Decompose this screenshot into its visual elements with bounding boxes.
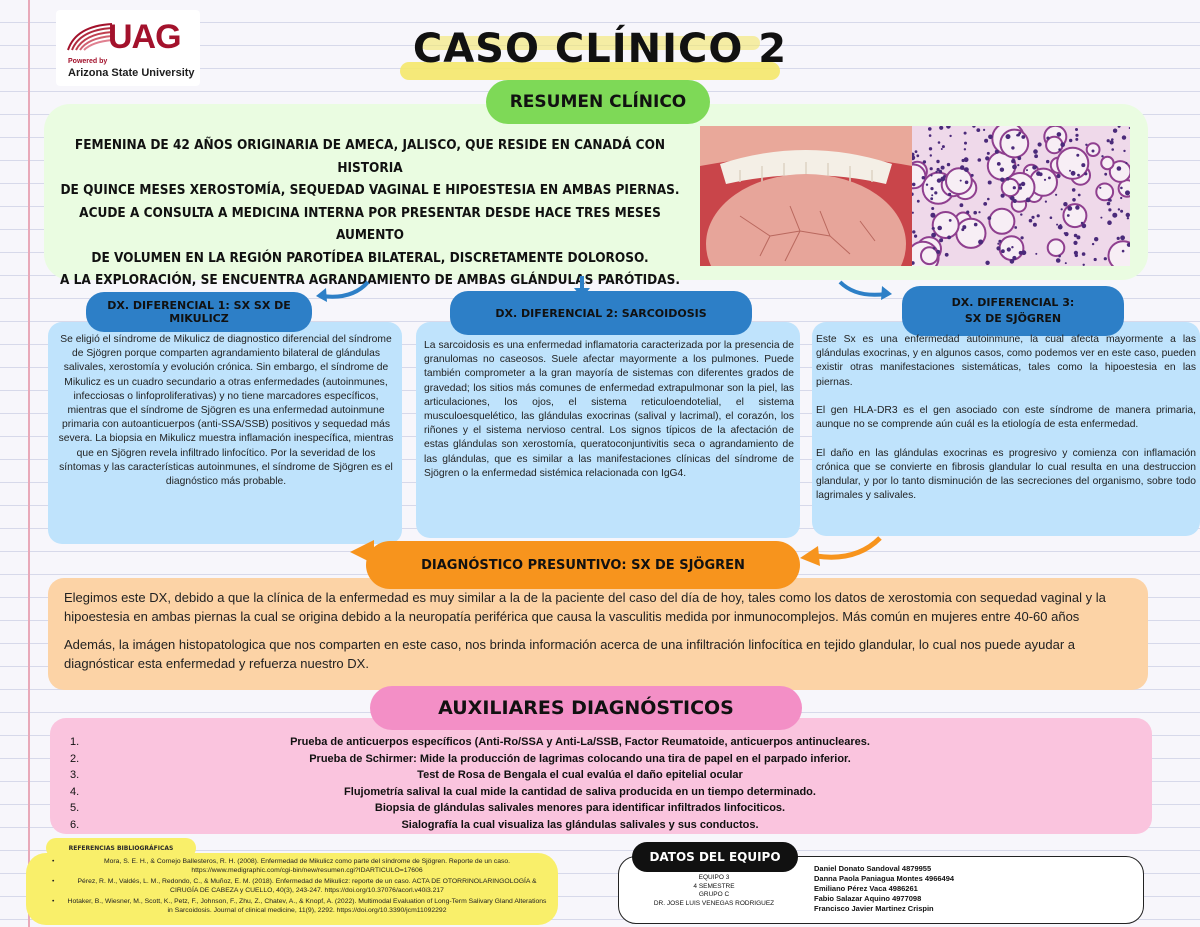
mouth-photo (700, 126, 912, 266)
auxiliares-label: AUXILIARES DIAGNÓSTICOS (370, 686, 802, 730)
logo-partner: Arizona State University (68, 67, 195, 79)
list-item (70, 817, 1120, 834)
item-text: Sialografía la cual visualiza las glándulas salivales y sus conductos. (401, 818, 759, 831)
team-info (634, 874, 794, 908)
item-text: Test de Rosa de Bengala el cual evalúa el daño epitelial ocular (417, 769, 743, 781)
reference-item: • Pérez, R. M., Valdés, L. M., Redondo, C., & Muñoz, E. M. (2018). Enfermedad de Mikulicz: reporte de un caso. ACTA DE OTORRINOLARINGOLOGÍA & CIRUGÍA DE CABEZA y CUELLO, 40(3), 243-247. https://doi.org/10.37076/acorl.v40i3.217 (52, 877, 548, 895)
dx3-paragraph: El gen HLA-DR3 es el gen asociado con este síndrome de manera primaria, aunque no se comprende aún cuál es la etiología de esta enfermedad. (816, 405, 1196, 431)
item-number: 6. (70, 818, 80, 831)
list-item (70, 767, 1120, 784)
summary-line: DE VOLUMEN EN LA REGIÓN PAROTÍDEA BILATERAL, DISCRETAMENTE DOLOROSO. (91, 249, 649, 266)
arrow-right-icon (836, 278, 896, 302)
list-item (70, 734, 1120, 751)
team-member: Emiliano Pérez Vaca 4986261 (814, 884, 918, 893)
dx2-label: DX. DIFERENCIAL 2: SARCOIDOSIS (450, 291, 752, 335)
logo-brand: UAG (108, 18, 181, 56)
reference-item: • Hotaker, B., Wiesner, M., Scott, K., Petz, F., Johnson, F., Zhu, Z., Chatev, A., & Knopf, A. (2022). Multimodal Evaluation of Long-Term Salivary Gland Alterations in Sarcoidosis. Journal of clinical medicine, 11(9), 2292. https://doi.org/10.3390/jcm11092292 (52, 897, 548, 915)
team-label: DATOS DEL EQUIPO (632, 842, 798, 872)
team-profesor: DR. JOSE LUIS VENEGAS RODRIGUEZ (653, 899, 775, 907)
list-item (70, 784, 1120, 801)
team-member: Francisco Javier Martinez Crispin (814, 904, 934, 913)
list-item (70, 751, 1120, 768)
dx1-text: Se eligió el síndrome de Mikulicz de diagnostico diferencial del síndrome de Sjögren porque comparten agrandamiento bilateral de glándulas salivales, xerostomía y evolución crónica. Sin embargo, el síndrome de Mikulicz es un cuadro secundario a otras enfermedades (autoinmunes, infecciosas o linfoproliferativas) y no tiene marcadores específicos, mientras que el síndrome de Sjögren es una enfermedad autoinmune primaria con autoanticuerpos (anti-SSA/SSB) positivos y sequedad más severa. La biopsia en Mikulicz muestra inflamación inespecífica, mientras que en Sjögren revela infiltrado linfocítico. Por la severidad de los síntomas y las características autoinmunes, el síndrome de Sjögren es el diagnóstico más probable. (58, 334, 394, 488)
histology-photo (912, 126, 1130, 266)
arrow-orange-right-icon (796, 532, 886, 572)
summary-line: A LA EXPLORACIÓN, SE ENCUENTRA AGRANDAMIENTO DE AMBAS GLÁNDULAS PARÓTIDAS. (60, 272, 680, 288)
page-title: CASO CLÍNICO 2 (412, 26, 788, 72)
reference-item: • Mora, S. E. H., & Cornejo Ballesteros, R. H. (2008). Enfermedad de Mikulicz como parte del síndrome de Sjögren. Reporte de un caso. https://www.medigraphic.com/cgi-bin/new/resumen.cgi?IDARTICULO=17606 (52, 857, 548, 875)
diagnosis-label: DIAGNÓSTICO PRESUNTIVO: SX DE SJÖGREN (366, 541, 800, 589)
item-text: Biopsia de glándulas salivales menores para identificar infiltrados linfociticos. (374, 802, 786, 814)
team-semestre: 4 SEMESTRE (693, 882, 735, 890)
item-number: 1. (70, 736, 80, 748)
references-list (52, 857, 548, 917)
team-member: Daniel Donato Sandoval 4879955 (814, 864, 932, 873)
auxiliares-list (70, 734, 1120, 833)
references-label: REFERENCIAS BIBLIOGRÁFICAS (46, 838, 196, 858)
dx2-text: La sarcoidosis es una enfermedad inflamatoria caracterizada por la presencia de granulomas no caseosos. Suele afectar mayormente a los pulmones. Puede también comprometer a la gran mayoría de sistemas con diferentes grados de gravedad; los sitios más comunes de enfermedad extrapulmonar son la piel, las articulaciones, los ojos, el sistema reticuloendotelial, el sistema musculoesquelético, las glándulas exocrinas (salival y lacrimal), el corazón, los riñones y el sistema nervioso central. Los signos típicos de la afectación de estas glándulas son xerostomía, queratoconjuntivitis seca o agrandamiento de las glándulas, que es similar a las manifestaciones clínicas del síndrome de Sjögren o la enfermedad sistémica relacionada con IgG4. (424, 340, 794, 479)
logo-powered-by: Powered by (68, 58, 108, 65)
team-members (814, 864, 1114, 914)
item-number: 5. (70, 802, 80, 814)
dx1-label: DX. DIFERENCIAL 1: SX SX DE MIKULICZ (86, 292, 312, 332)
diagnosis-paragraph: Elegimos este DX, debido a que la clínica de la enfermedad es muy similar a la de la paciente del caso del día de hoy, tales como los datos de xerostomia con sequedad vaginal y la hipoestesia en ambas piernas la cual se origina debido a la neuropatía periférica que causa la vasculitis medida por inmunocomplejos. Más común en mujeres entre 40-60 años (64, 590, 1106, 624)
dx3-paragraph: El daño en las glándulas exocrinas es progresivo y comienza con inflamación crónica que se convierte en fibrosis glandular lo cual resulta en una destruccion glandular, y por lo tanto disminución de las secreciones del organismo, sobre todo lagrimales y salivales. (816, 447, 1196, 502)
dx3-label (902, 286, 1124, 336)
arrow-left-icon (312, 278, 372, 304)
list-item (70, 800, 1120, 817)
summary-heading: RESUMEN CLÍNICO (486, 80, 710, 124)
item-number: 4. (70, 785, 80, 798)
item-text: Prueba de Schirmer: Mide la producción de lagrimas colocando una tira de papel en el parpado inferior. (309, 752, 851, 765)
summary-text (50, 134, 690, 292)
summary-line: ACUDE A CONSULTA A MEDICINA INTERNA POR PRESENTAR DESDE HACE TRES MESES AUMENTO (79, 204, 661, 243)
dx3-paragraph: Este Sx es una enfermedad autoinmune, la cual afecta mayormente a las glándulas exocrinas, y en algunos casos, como podemos ver en este caso, pueden existir otras manifestaciones sistemáticas, tales como la hipoestesia en las piernas. (816, 334, 1196, 388)
diagnosis-text (64, 588, 1136, 682)
dx3-label-line2: SX DE SJÖGREN (964, 312, 1062, 325)
summary-line: DE QUINCE MESES XEROSTOMÍA, SEQUEDAD VAGINAL E HIPOESTESIA EN AMBAS PIERNAS. (60, 182, 680, 198)
item-text: Flujometría salival la cual mide la cantidad de saliva producida en un tiempo determinado. (344, 785, 816, 798)
item-number: 3. (70, 769, 80, 781)
dx3-label-line1: DX. DIFERENCIAL 3: (951, 296, 1075, 309)
item-text: Prueba de anticuerpos específicos (Anti-Ro/SSA y Anti-La/SSB, Factor Reumatoide, anticuerpos antinucleares. (290, 736, 870, 748)
dx3-text (816, 333, 1196, 503)
diagnosis-paragraph: Además, la imágen histopatologica que nos comparten en este caso, nos brinda información acerca de una infiltración linfocítica en tejido glandular, lo cual nos puede ayudar a diagnósticar esta enfermedad y refuerza nuestro DX. (64, 637, 1076, 671)
team-member: Fabio Salazar Aquino 4977098 (814, 894, 922, 903)
item-number: 2. (70, 752, 80, 765)
summary-line: FEMENINA DE 42 AÑOS ORIGINARIA DE AMECA, JALISCO, QUE RESIDE EN CANADÁ CON HISTORIA (74, 137, 666, 176)
team-equipo: EQUIPO 3 (698, 874, 730, 881)
team-member: Danna Paola Paniagua Montes 4966494 (814, 874, 955, 883)
team-grupo: GRUPO C (698, 891, 730, 898)
